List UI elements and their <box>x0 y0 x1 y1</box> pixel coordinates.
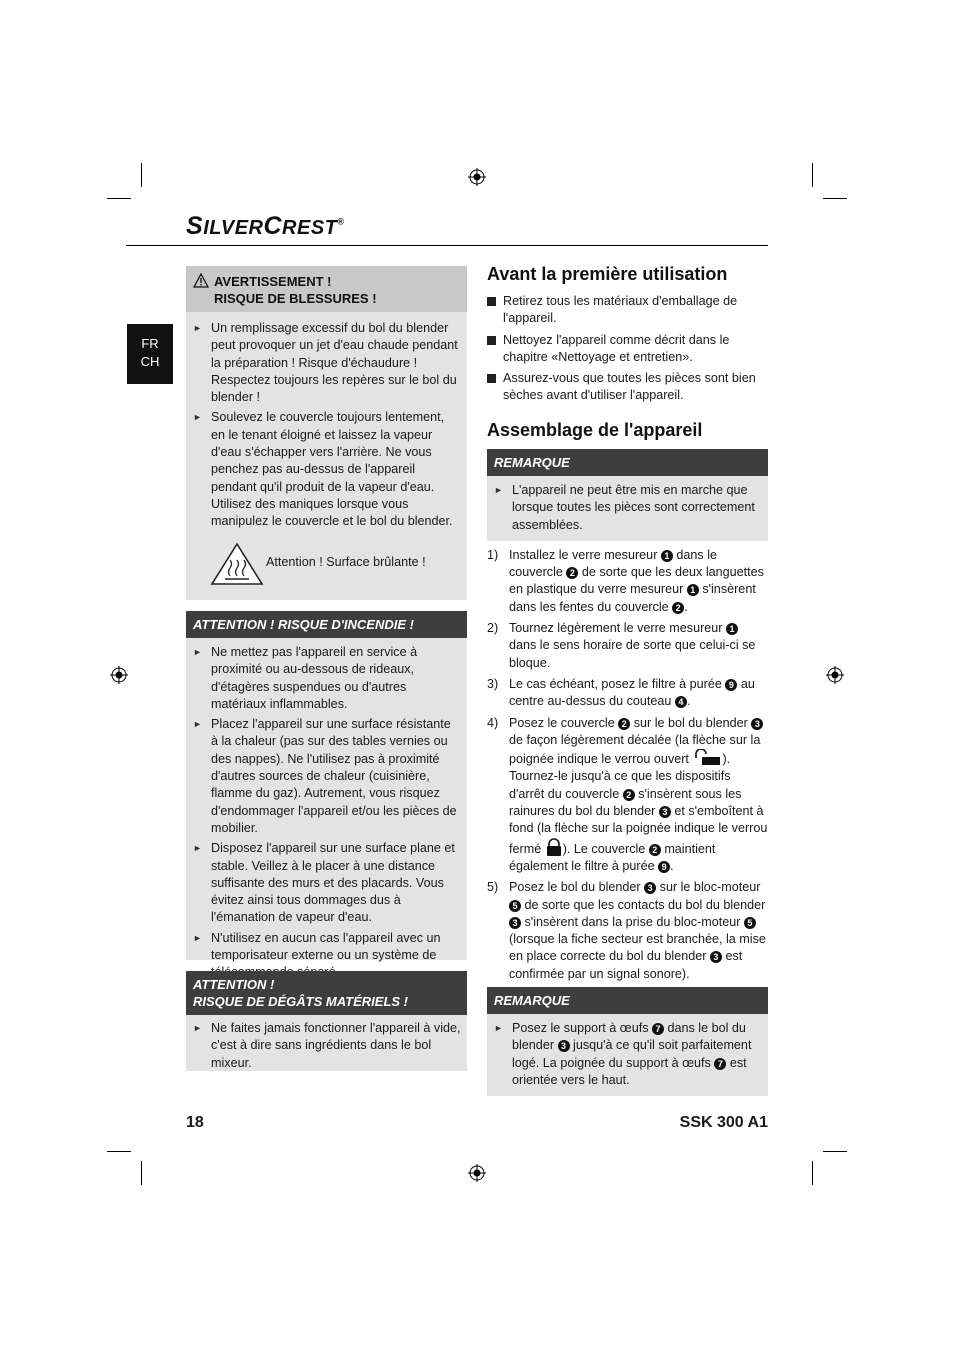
note-text: ► L'appareil ne peut être mis en marche que lorsque toutes les pièces sont correctement assemblées. <box>487 482 762 534</box>
part-number-badge: 1 <box>661 550 673 562</box>
part-number-badge: 2 <box>623 789 635 801</box>
part-number-badge: 2 <box>672 602 684 614</box>
note-text <box>487 1020 762 1089</box>
step-text: dans le bol du blender <box>512 1021 746 1053</box>
list-item: ► Soulevez le couvercle toujours lentement, en le tenant éloigné et laissez la vapeur d'eau s'échapper vers l'arrière. Ne vous penchez pas au-dessus de l'appareil pendant qu'il produit de la vapeur d'eau. Utilisez des maniques lorsque vous manipulez le couvercle et le bol du blender. <box>186 409 461 530</box>
note-box <box>487 987 768 1096</box>
list-item: Assurez-vous que toutes les pièces sont bien sèches avant d'utiliser l'appareil. <box>487 370 768 405</box>
step-item <box>487 620 768 672</box>
list-item: ► Placez l'appareil sur une surface résistante à la chaleur (pas sur des tables vernies ou des nappes). Ne l'utilisez pas à proximité d'autres sources de chaleur (cuisinière, flamme du gaz). Autrement, vous risquez d'endommager l'appareil et/ou les pièces de mobilier. <box>186 716 461 837</box>
crop-mark <box>107 198 131 199</box>
step-item <box>487 715 768 876</box>
step-text: de sorte que les deux languettes en plastique du verre mesureur <box>509 565 764 597</box>
step-text: de façon légèrement décalée (la flèche sur la poignée indique le verrou ouvert <box>509 732 761 767</box>
lock-closed-icon <box>545 838 563 856</box>
list-item: ► Disposez l'appareil sur une surface plane et stable. Veillez à le placer à une distance suffisante des murs et des placards. Vous évitez ainsi tous dommages dus à l'émanation de vapeur d'eau. <box>186 840 461 926</box>
part-number-badge: 1 <box>726 623 738 635</box>
step-text: Posez le support à œufs <box>512 1021 649 1036</box>
step-item <box>487 676 768 711</box>
model-number: SSK 300 A1 <box>679 1114 768 1131</box>
list-item: Nettoyez l'appareil comme décrit dans le chapitre «Nettoyage et entretien». <box>487 332 768 367</box>
assembly-section <box>487 420 768 1096</box>
step-text: est confirmée par un signal sonore). <box>509 949 743 981</box>
part-number-badge: 3 <box>659 806 671 818</box>
crop-mark <box>141 163 142 187</box>
part-number-badge: 9 <box>725 679 737 691</box>
step-text: Tournez légèrement le verre mesureur <box>509 621 723 636</box>
step-text: s'insèrent sous les rainures du bol du blender <box>509 786 742 819</box>
crop-mark <box>812 163 813 187</box>
crop-mark <box>823 198 847 199</box>
note-header: REMARQUE <box>487 449 768 476</box>
crop-mark <box>812 1161 813 1185</box>
before-use-section <box>487 264 768 409</box>
section-title: Assemblage de l'appareil <box>487 420 703 440</box>
registration-mark-icon <box>468 1164 486 1182</box>
part-number-badge: 5 <box>509 900 521 912</box>
step-number: 2) <box>487 621 499 636</box>
damage-risk-subtitle: RISQUE DE DÉGÂTS MATÉRIELS ! <box>193 994 408 1009</box>
list-item: ► Ne faites jamais fonctionner l'appareil à vide, c'est à dire sans ingrédients dans le bol mixeur. <box>186 1020 461 1072</box>
step-text: Posez le bol du blender <box>509 880 641 895</box>
list-item: ► Ne mettez pas l'appareil en service à proximité ou au-dessous de rideaux, d'étagères suspendues ou d'autres matériaux inflammables. <box>186 644 461 713</box>
fire-risk-box <box>186 611 467 963</box>
warning-triangle-icon <box>193 273 209 288</box>
damage-risk-title: ATTENTION ! <box>193 977 275 992</box>
part-number-badge: 9 <box>658 861 670 873</box>
step-text: dans le couvercle <box>509 547 718 580</box>
step-number: 3) <box>487 676 499 691</box>
step-item <box>487 879 768 983</box>
step-text: Posez le couvercle <box>509 715 615 730</box>
step-number: 4) <box>487 715 499 730</box>
part-number-badge: 3 <box>509 917 521 929</box>
step-text: au centre au-dessus du couteau <box>509 676 755 709</box>
assembly-steps <box>487 547 768 983</box>
step-text: . <box>686 694 691 709</box>
fire-risk-list <box>186 638 467 982</box>
step-item <box>487 547 768 616</box>
part-number-badge: 4 <box>675 696 687 708</box>
part-number-badge: 1 <box>687 584 699 596</box>
warning-header <box>186 266 467 312</box>
warning-subtitle: RISQUE DE BLESSURES ! <box>214 291 377 306</box>
step-text: ). Tournez-le jusqu'à ce que les dispositifs d'arrêt du couvercle <box>509 752 731 801</box>
hot-surface-label: Attention ! Surface brûlante ! <box>266 555 426 569</box>
part-number-badge: 3 <box>710 951 722 963</box>
note-list <box>487 1014 768 1089</box>
damage-risk-list <box>186 1015 467 1072</box>
part-number-badge: 3 <box>751 718 763 730</box>
step-text: de sorte que les contacts du bol du blender <box>524 897 766 912</box>
note-header: REMARQUE <box>487 987 768 1014</box>
step-number: 5) <box>487 880 499 895</box>
list-item: ► N'utilisez en aucun cas l'appareil avec un temporisateur externe ou un système de <box>186 930 461 982</box>
registration-mark-icon <box>110 666 128 684</box>
header-rule <box>126 245 768 246</box>
section-title: Avant la première utilisation <box>487 264 728 284</box>
warning-title: AVERTISSEMENT ! <box>214 274 332 289</box>
step-text: sur le bloc-moteur <box>659 880 761 895</box>
hot-surface-icon <box>210 542 264 586</box>
step-text: . <box>684 599 688 614</box>
before-use-list <box>487 293 768 405</box>
step-text: jusqu'à ce qu'il soit parfaitement logé. La poignée du support à œufs <box>512 1038 752 1070</box>
note-box <box>487 449 768 541</box>
language-tab <box>127 324 173 384</box>
part-number-badge: 3 <box>558 1040 570 1052</box>
note-list <box>487 476 768 534</box>
damage-risk-header <box>186 971 467 1015</box>
registration-mark-icon <box>468 168 486 186</box>
step-number: 1) <box>487 547 499 562</box>
step-text: s'insèrent dans la prise du bloc-moteur <box>524 914 741 929</box>
step-text: ). Le couvercle <box>562 841 646 856</box>
step-text: maintient également le filtre à purée <box>509 841 716 873</box>
warning-box <box>186 266 467 600</box>
step-text: Le cas échéant, posez le filtre à purée <box>509 676 722 691</box>
step-text: et s'emboîtent à fond (la flèche sur la poignée indique le verrou fermé <box>509 804 768 856</box>
part-number-badge: 2 <box>649 844 661 856</box>
list-item: Retirez tous les matériaux d'emballage de l'appareil. <box>487 293 768 328</box>
step-text: est orientée vers le haut. <box>512 1055 747 1087</box>
step-text: . <box>670 858 674 873</box>
fire-risk-header: ATTENTION ! RISQUE D'INCENDIE ! <box>186 611 467 638</box>
crop-mark <box>141 1161 142 1185</box>
step-text: Installez le verre mesureur <box>509 547 658 562</box>
brand-logo: SILVERCREST® <box>186 212 345 240</box>
step-text: sur le bol du blender <box>633 715 748 730</box>
step-text: (lorsque la fiche secteur est branchée, la mise en place correcte du bol du blender <box>509 932 766 964</box>
country-code: CH <box>140 354 160 369</box>
warning-list <box>186 312 467 531</box>
part-number-badge: 7 <box>714 1058 726 1070</box>
step-text: s'insèrent dans les fentes du couvercle <box>509 582 756 614</box>
hot-surface-notice <box>210 542 460 586</box>
step-text: dans le sens horaire de sorte que celui-ci se bloque. <box>509 638 756 670</box>
lock-open-icon <box>692 749 722 765</box>
page-number: 18 <box>186 1114 204 1131</box>
part-number-badge: 2 <box>618 718 630 730</box>
damage-risk-box <box>186 971 467 1071</box>
part-number-badge: 5 <box>744 917 756 929</box>
language-code: FR <box>141 336 159 351</box>
registration-mark-icon <box>826 666 844 684</box>
list-item: ► Un remplissage excessif du bol du blender peut provoquer un jet d'eau chaude pendant la préparation ! Risque d'échaudure ! Respectez toujours les repères sur le bol du blender ! <box>186 320 461 406</box>
part-number-badge: 3 <box>644 882 656 894</box>
part-number-badge: 7 <box>652 1023 664 1035</box>
crop-mark <box>823 1151 847 1152</box>
part-number-badge: 2 <box>566 567 578 579</box>
crop-mark <box>107 1151 131 1152</box>
